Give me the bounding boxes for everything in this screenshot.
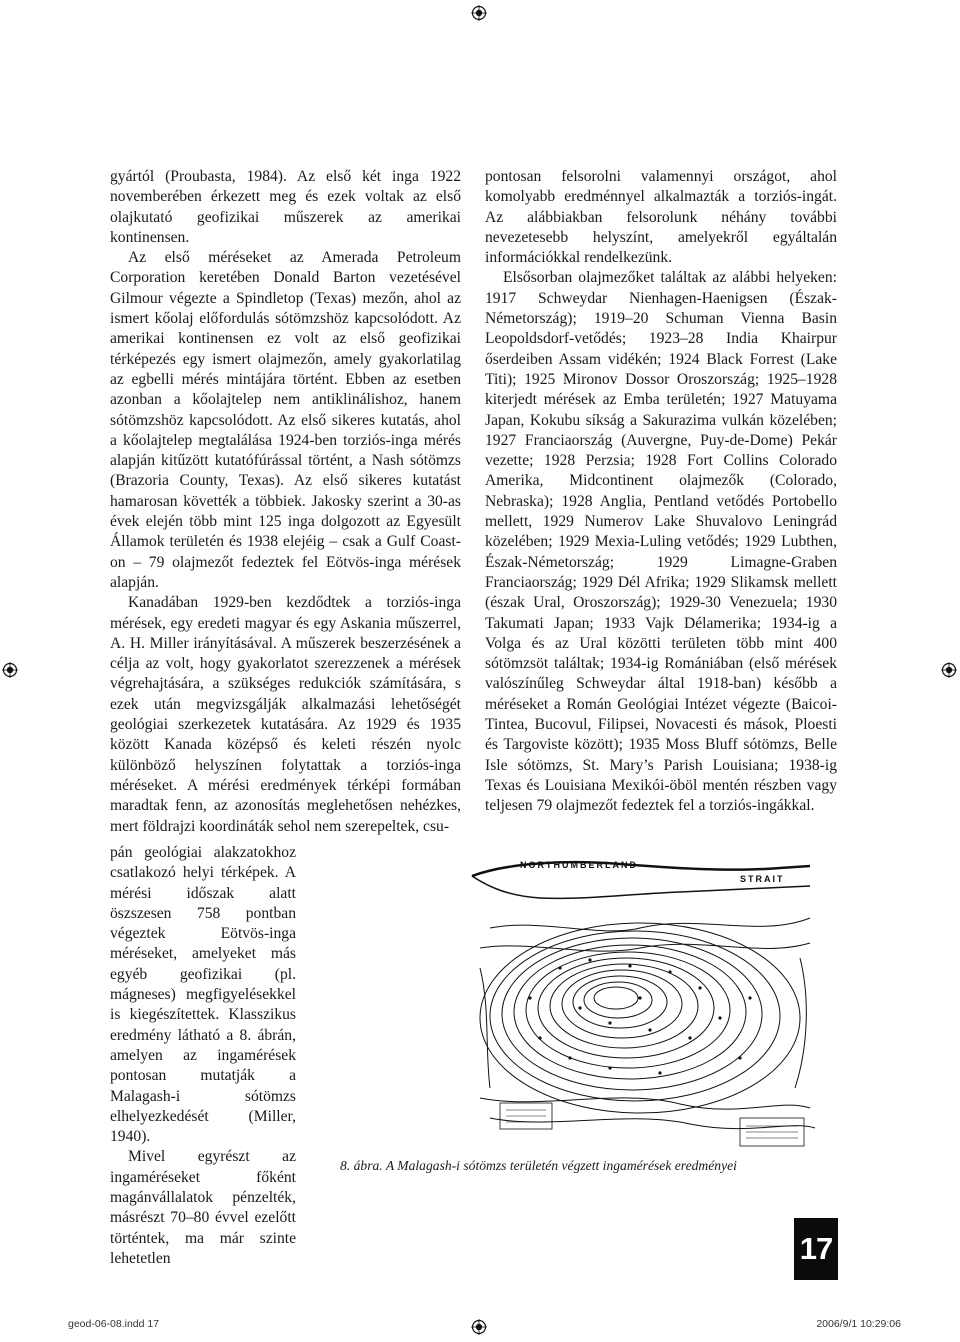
left-narrow-text-column xyxy=(110,843,296,1269)
map-label-strait: STRAIT xyxy=(740,874,785,884)
map-label-northumberland: NORTHUMBERLAND xyxy=(520,860,638,870)
right-text-column xyxy=(485,167,837,817)
left-text-column xyxy=(110,167,461,837)
paragraph: pontosan felsorolni valamennyi országot, ahol komolyabb eredménnyel alkalmazták a torziós-ingát. Az alábbiakban felsorolunk néhány további nevezetesebb helyszínt, amelyekről egyáltalán információkkal rendelkezünk. xyxy=(485,168,837,267)
printer-slug xyxy=(0,1318,960,1334)
malagash-contour-map-figure xyxy=(340,848,837,1153)
registration-mark-right-icon xyxy=(941,662,957,678)
page-number: 17 xyxy=(799,1231,833,1266)
paragraph: Kanadában 1929-ben kezdődtek a torziós-inga mérések, egy eredeti magyar és egy Askania műszerrel, A. H. Miller irányításával. A műszerek beszerzésének a célja az volt, hogy gyakorlatot szerezzenek a mérések végrehajtására, a szükséges redukciók számítására, s ezek után megvizsgálják alkalmazási lehetőségét geológiai szerkezetek kutatására. Az 1929 és 1935 között Kanada középső és keleti részén nyolc különböző helyszínen folytattak a torziós-inga méréseket. A mérési eredmények térképi formában maradtak fenn, az azonosítás meglehetősen nehézkes, mert földrajzi koordináták sehol nem szerepeltek, csu- xyxy=(110,594,461,835)
paragraph: Elsősorban olajmezőket találtak az alábbi helyeken: 1917 Schweydar Nienhagen-Haenigsen (Észak-Németország); 1919–20 Schuman Vienna Basin Leopoldsdorf-vetődés; 1923–28 India Khairpur őserdeiben Assam vidékén; 1924 Black Forrest (Lake Titi); 1925 Mironov Dossor Oroszország; 1925–1928 kiterjedt mérések az Emba területén; 1927 Matuyama Japan, Kokubu síkság a Sakurazima vulkán közelében; 1927 Franciaország (Auvergne, Puy-de-Dome) Pekár vezette; 1928 Perzsia; 1928 Fort Collins Colorado Amerika, Midcontinent olajmezők (Colorado, Nebraska); 1928 Anglia, Pentland vetődés Portobello mellett, 1929 Numerov Lake Shuvalovo Leningrád közelében; 1929 Mexia-Luling vetődés; 1929 Lubthen, Észak-Németország; 1929 Limagne-Graben Franciaország; 1929 Dél Afrika; 1929 Slikamsk mellett (észak Ural, Oroszország); 1929-30 Venezuela; 1930 Takumati Japan; 1933 Vajk Délamerika; 1934-ig a Volga és az Ural közötti területen több mint 400 sótömzsöt találtak; 1934-ig Romániában (első mérések valószínűleg Schweydar által 1918-ban) később a méréseket a Román Geológiai Intézet végezte (Baicoi-Tintea, Bucovul, Filipsei, Novacesti és mások, Ploesti és Targoviste között); 1935 Moss Bluff sótömzs, Belle Isle sótömzs, St. Mary’s Parish Louisiana; 1938-ig Texas és Louisiana Mexikói-öböl mentén részben vagy teljesen 79 olajmezőt fedeztek fel a torziós-ingákkal. xyxy=(485,269,837,815)
registration-mark-top-icon xyxy=(471,5,487,21)
paragraph: Az első méréseket az Amerada Petroleum Corporation keretében Donald Barton vezetésével Gilmour végezte a Spindletop (Texas) mezőn, ahol az ismert kőolaj előfordulás sótömzshöz kapcsolódott. Az amerikai kontinensen ez volt az első geofizikai térképezés egy ismert olajmezőn, amely gyakorlatilag az egbelli mérés mintájára történt. Ebben az esetben azonban a kőolajtelep nem antiklinálishoz, hanem sótömzshöz kapcsolódott. Az első sikeres kutatás, ahol a kőolajtelep megtalálása 1924-ben torziós-inga mérés alapján kitűzött kutatófúrással történt, a Nash sótömzs (Brazoria County, Texas). Az első sikeres kutatást hamarosan követték a többiek. Jakosky szerint a 30-as évek elején több mint 125 inga dolgozott az Egyesült Államok területén és 1938 elejéig – csak a Gulf Coast-on – 79 olajmezőt fedeztek fel Eötvös-inga mérések alapján. xyxy=(110,249,461,591)
paragraph: Mivel egyrészt az ingaméréseket főként magánvállalatok pénzelték, másrészt 70–80 évvel ezelőtt történtek, ma már szinte lehetetlen xyxy=(110,1148,296,1267)
figure-caption: 8. ábra. A Malagash-i sótömzs területén végzett ingamérések eredményei xyxy=(340,1158,737,1173)
slug-filename: geod-06-08.indd 17 xyxy=(68,1318,160,1330)
paragraph: gyártól (Proubasta, 1984). Az első két inga 1922 novemberében érkezett meg és ezek voltak az első olajkutató geofizikai műszerek az amerikai kontinensen. xyxy=(110,168,461,246)
paragraph: pán geológiai alakzatokhoz csatlakozó helyi térképek. A mérési időszak alatt öszszesen 758 pontban végeztek Eötvös-inga méréseket, amelyeket más egyéb geofizikai (pl. mágneses) megfigyelésekkel is kiegészítettek. Klasszikus eredmény látható a 8. ábrán, amelyen az ingamérések pontosan mutatják a Malagash-i sótömzs elhelyezkedését (Miller, 1940). xyxy=(110,844,296,1146)
slug-timestamp: 2006/9/1 10:29:06 xyxy=(816,1318,901,1330)
page-number-box xyxy=(794,1218,838,1280)
registration-mark-left-icon xyxy=(2,662,18,678)
contour-map-image xyxy=(340,848,837,1153)
